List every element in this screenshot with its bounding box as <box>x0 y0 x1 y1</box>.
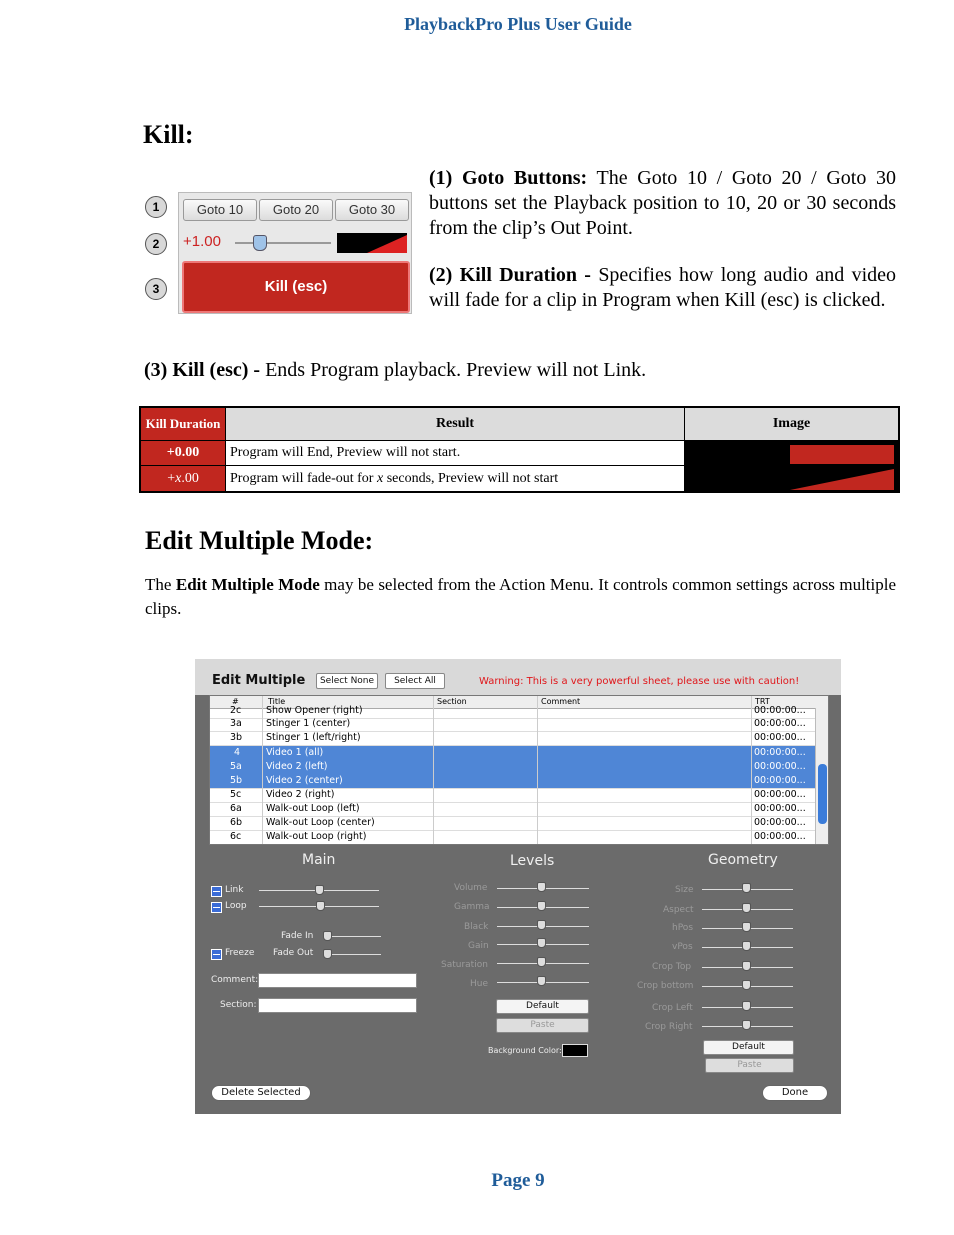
column-divider <box>537 696 538 844</box>
row-title: Video 1 (all) <box>266 747 324 758</box>
col-title: Title <box>268 697 286 706</box>
result-cell: Program will End, Preview will not start. <box>226 441 685 466</box>
section-label: Section: <box>220 1000 257 1010</box>
row-num: 3b <box>230 732 243 743</box>
page-number: Page 9 <box>491 1170 545 1191</box>
table-row[interactable] <box>210 802 815 817</box>
fade-in-slider-thumb[interactable] <box>323 931 332 941</box>
row-num: 5b <box>230 775 243 786</box>
col-num: # <box>232 697 239 706</box>
duration-paragraph <box>429 263 896 313</box>
kill-button[interactable]: Kill (esc) <box>182 261 410 313</box>
done-button[interactable]: Done <box>762 1085 828 1101</box>
col-kill-duration: Kill Duration <box>140 407 226 441</box>
row-title: Stinger 1 (left/right) <box>266 732 361 743</box>
sheet-title: Edit Multiple <box>212 673 306 688</box>
row-trt: 00:00:00... <box>754 803 806 814</box>
table-row[interactable] <box>210 830 815 845</box>
row-num: 6b <box>230 817 243 828</box>
intro-bold: Edit Multiple Mode <box>175 575 320 594</box>
duration-suffix: .00 <box>181 470 199 486</box>
row-title: Show Opener (right) <box>266 705 363 716</box>
section-input[interactable] <box>258 998 417 1013</box>
row-trt: 00:00:00... <box>754 705 806 716</box>
gamma-label: Gamma <box>454 902 490 912</box>
duration-label: (2) Kill Duration - <box>429 264 591 286</box>
table-row[interactable] <box>210 760 815 775</box>
row-num: 2c <box>230 705 242 716</box>
size-slider-thumb[interactable] <box>742 883 751 893</box>
black-label: Black <box>464 922 489 932</box>
row-trt: 00:00:00... <box>754 775 806 786</box>
result-b: seconds, Preview will not start <box>383 470 559 486</box>
bg-color-swatch[interactable] <box>562 1044 588 1057</box>
gamma-slider-thumb[interactable] <box>537 901 546 911</box>
col-trt: TRT <box>755 697 770 706</box>
kill-heading: Kill: <box>143 120 194 149</box>
loop-label: Loop <box>225 901 247 911</box>
table-scrollbar[interactable] <box>815 708 828 844</box>
crop-right-slider-thumb[interactable] <box>742 1020 751 1030</box>
row-trt: 00:00:00... <box>754 831 806 842</box>
edit-multiple-intro <box>145 573 896 621</box>
col-section: Section <box>437 697 467 706</box>
row-trt: 00:00:00... <box>754 789 806 800</box>
callout-3: 3 <box>145 278 167 300</box>
hpos-slider-thumb[interactable] <box>742 922 751 932</box>
saturation-slider-thumb[interactable] <box>537 957 546 967</box>
duration-prefix: + <box>167 470 176 486</box>
row-trt: 00:00:00... <box>754 718 806 729</box>
aspect-slider-thumb[interactable] <box>742 903 751 913</box>
table-row[interactable] <box>210 746 815 761</box>
black-slider-thumb[interactable] <box>537 920 546 930</box>
table-row[interactable] <box>210 788 815 803</box>
bg-color-label: Background Color: <box>488 1046 562 1055</box>
crop-top-slider-thumb[interactable] <box>742 961 751 971</box>
freeze-label: Freeze <box>225 948 255 958</box>
callout-2: 2 <box>145 233 167 255</box>
main-section-title: Main <box>302 852 336 868</box>
row-title: Walk-out Loop (left) <box>266 803 360 814</box>
table-row[interactable] <box>210 717 815 732</box>
comment-label: Comment: <box>211 975 259 985</box>
row-num: 5a <box>230 761 242 772</box>
kill-duration-value: +1.00 <box>183 233 221 250</box>
warning-text: Warning: This is a very powerful sheet, please use with caution! <box>479 676 800 687</box>
column-divider <box>751 696 752 844</box>
loop-slider-thumb[interactable] <box>316 901 325 911</box>
fade-image-cell <box>685 441 900 493</box>
column-divider <box>262 696 263 844</box>
hue-label: Hue <box>470 979 489 989</box>
row-num: 4 <box>234 747 241 758</box>
row-trt: 00:00:00... <box>754 817 806 828</box>
gain-label: Gain <box>468 941 489 951</box>
crop-right-label: Crop Right <box>645 1022 693 1032</box>
fade-out-slider-thumb[interactable] <box>323 949 332 959</box>
comment-input[interactable] <box>258 973 417 988</box>
gain-slider-thumb[interactable] <box>537 938 546 948</box>
scrollbar-thumb[interactable] <box>818 764 827 824</box>
row-trt: 00:00:00... <box>754 732 806 743</box>
select-none-button[interactable]: Select None <box>316 673 378 689</box>
kill-widget <box>178 192 412 314</box>
fade-out-label: Fade Out <box>273 948 314 958</box>
volume-slider-thumb[interactable] <box>537 882 546 892</box>
column-divider <box>433 696 434 844</box>
duration-text: Specifies how long audio and video will fade for a clip in Program when Kill (esc) is clicked. <box>429 264 896 311</box>
callout-1: 1 <box>145 196 167 218</box>
col-image: Image <box>685 407 900 441</box>
table-row <box>140 441 899 466</box>
vpos-label: vPos <box>672 942 693 952</box>
fade-in-label: Fade In <box>281 931 314 941</box>
crop-bottom-slider-thumb[interactable] <box>742 980 751 990</box>
table-row[interactable] <box>210 774 815 789</box>
goto-paragraph <box>429 166 896 241</box>
goto-10-button[interactable]: Goto 10 <box>183 199 257 221</box>
hpos-label: hPos <box>672 923 694 933</box>
kill-esc-label: (3) Kill (esc) - <box>144 359 261 381</box>
row-trt: 00:00:00... <box>754 747 806 758</box>
kill-duration-table <box>139 406 900 493</box>
kill-fade-ramp <box>337 233 407 253</box>
goto-text: The Goto 10 / Goto 20 / Goto 30 buttons set the Playback position to 10, 20 or 30 seconds from the clip’s Out Point. <box>429 167 897 239</box>
goto-label: (1) Goto Buttons: <box>429 167 588 189</box>
row-title: Walk-out Loop (right) <box>266 831 367 842</box>
link-slider-thumb[interactable] <box>315 885 324 895</box>
row-title: Stinger 1 (center) <box>266 718 351 729</box>
levels-paste-button[interactable]: Paste <box>496 1018 589 1033</box>
delete-selected-button[interactable]: Delete Selected <box>211 1085 311 1101</box>
intro-a: The <box>145 575 172 594</box>
link-checkbox[interactable] <box>211 886 222 897</box>
duration-var: x <box>175 470 182 486</box>
edit-multiple-screenshot <box>195 659 841 1114</box>
result-cell <box>226 466 685 492</box>
table-row[interactable] <box>210 731 815 746</box>
levels-default-button[interactable]: Default <box>496 999 589 1014</box>
crop-bottom-label: Crop bottom <box>637 981 694 991</box>
col-comment: Comment <box>541 697 581 706</box>
duration-cell <box>140 466 226 492</box>
saturation-label: Saturation <box>441 960 488 970</box>
size-label: Size <box>675 885 694 895</box>
goto-20-button[interactable]: Goto 20 <box>259 199 333 221</box>
page-header: PlaybackPro Plus User Guide <box>404 14 632 34</box>
kill-esc-text: Ends Program playback. Preview will not Link. <box>265 359 647 381</box>
row-num: 6a <box>230 803 242 814</box>
result-var: x <box>376 470 384 486</box>
levels-section-title: Levels <box>510 853 555 869</box>
crop-left-label: Crop Left <box>652 1003 693 1013</box>
row-title: Video 2 (center) <box>266 775 343 786</box>
geometry-section-title: Geometry <box>708 852 778 868</box>
clip-table[interactable] <box>209 695 829 845</box>
hue-slider-thumb[interactable] <box>537 976 546 986</box>
row-num: 6c <box>230 831 242 842</box>
intro-b: may be selected from the Action Menu. It controls common settings across multiple clips. <box>145 575 897 618</box>
loop-checkbox[interactable] <box>211 902 222 913</box>
link-label: Link <box>225 885 244 895</box>
row-num: 5c <box>230 789 242 800</box>
kill-duration-slider[interactable] <box>235 242 331 244</box>
table-row[interactable] <box>210 816 815 831</box>
select-all-button[interactable]: Select All <box>385 673 445 689</box>
geometry-default-button[interactable]: Default <box>703 1040 794 1055</box>
goto-30-button[interactable]: Goto 30 <box>335 199 409 221</box>
vpos-slider-thumb[interactable] <box>742 941 751 951</box>
edit-multiple-heading: Edit Multiple Mode: <box>145 526 374 555</box>
row-title: Video 2 (left) <box>266 761 328 772</box>
row-title: Video 2 (right) <box>266 789 335 800</box>
geometry-paste-button[interactable]: Paste <box>705 1058 794 1073</box>
col-result: Result <box>226 407 685 441</box>
crop-left-slider-thumb[interactable] <box>742 1001 751 1011</box>
kill-duration-thumb[interactable] <box>253 235 267 251</box>
row-trt: 00:00:00... <box>754 761 806 772</box>
crop-top-label: Crop Top <box>652 962 692 972</box>
row-title: Walk-out Loop (center) <box>266 817 375 828</box>
aspect-label: Aspect <box>663 905 694 915</box>
fade-images <box>685 441 896 491</box>
duration-cell: +0.00 <box>140 441 226 466</box>
result-a: Program will fade-out for <box>230 470 377 486</box>
row-num: 3a <box>230 718 242 729</box>
freeze-checkbox[interactable] <box>211 949 222 960</box>
volume-label: Volume <box>454 883 488 893</box>
kill-esc-paragraph <box>144 358 904 383</box>
